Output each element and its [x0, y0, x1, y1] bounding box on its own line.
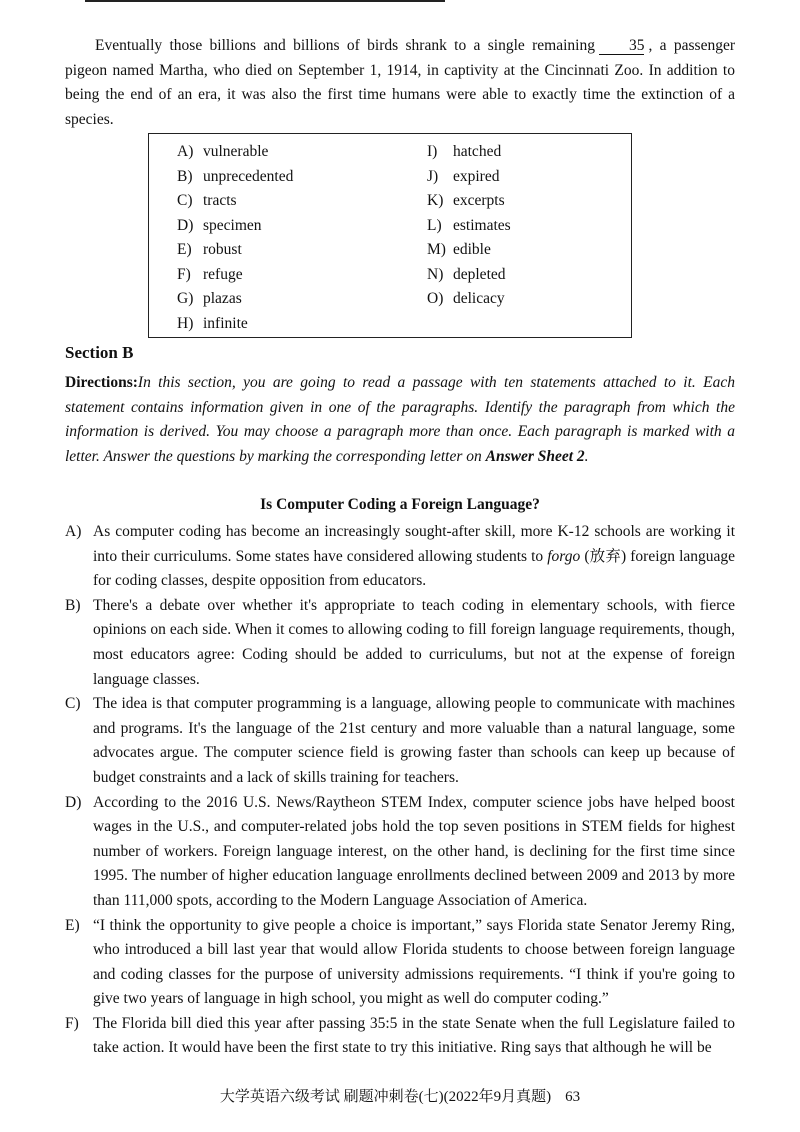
intro-text: Eventually those billions and billions of birds shrank to a single remaining — [95, 37, 595, 54]
option-word: vulnerable — [203, 143, 269, 160]
passage-paragraph — [65, 1012, 735, 1061]
directions-label: Directions: — [65, 374, 138, 391]
option-letter: J) — [427, 167, 439, 185]
section-heading: Section B — [65, 343, 134, 362]
word-option — [177, 165, 293, 190]
option-word: edible — [453, 241, 491, 258]
option-word: expired — [453, 167, 500, 185]
option-word: estimates — [453, 216, 511, 234]
option-letter: F) — [177, 265, 191, 283]
paragraph-text: The Florida bill died this year after passing 35:5 in the state Senate when the full Legislature failed to take action. It would have been the first state to try this initiative. Ring says that although he will be — [93, 1014, 735, 1057]
page-footer — [0, 1085, 800, 1106]
paragraph-text: As computer coding has become an increasingly sought-after skill, more K-12 schools are working it into their curriculums. Some states have considered allowing students to — [93, 523, 735, 565]
paragraph-list — [65, 520, 735, 1061]
directions-text — [65, 374, 735, 465]
option-letter: K) — [427, 192, 444, 209]
option-letter: A) — [177, 143, 194, 160]
word-option — [427, 140, 511, 165]
word-bank — [148, 133, 632, 338]
option-word: unprecedented — [203, 167, 294, 185]
option-letter: O) — [427, 290, 444, 307]
option-letter: M) — [427, 241, 446, 258]
option-letter: L) — [427, 216, 442, 234]
footer-title: 大学英语六级考试 刷题冲刺卷(七)(2022年9月真题) — [219, 1089, 552, 1105]
option-letter: C) — [177, 192, 193, 209]
word-option — [177, 312, 293, 337]
paragraph-letter: A) — [65, 523, 82, 540]
option-word: specimen — [203, 216, 262, 234]
paragraph-letter: D) — [65, 793, 82, 811]
word-option — [427, 263, 511, 288]
paragraph-text-end: (放弃) foreign language for coding classes, despite opposition from educators. — [93, 547, 736, 590]
word-option — [177, 189, 293, 214]
directions-body: In this section, you are going to read a passage with ten statements attached to it. Each statement contains information given in one of the paragraphs. Identify the paragraph from which the information is derived. You may choose a paragraph more than once. Each paragraph is marked with a letter. Answer the questions by marking the corresponding letter on — [65, 374, 735, 465]
passage-title: Is Computer Coding a Foreign Language? — [260, 496, 540, 513]
option-word: tracts — [203, 192, 237, 209]
directions — [65, 371, 735, 469]
word-option — [427, 189, 511, 214]
option-letter: E) — [177, 241, 192, 258]
paragraph-letter: C) — [65, 695, 81, 713]
passage-paragraph — [65, 914, 735, 1012]
passage-paragraph — [65, 692, 735, 790]
option-letter: I) — [427, 143, 438, 160]
paragraph-text: The idea is that computer programming is a language, allowing people to communicate with machines and programs. It's the language of the 21st century and more valuable than a natural language, some advocates argue. The computer science field is growing faster than schools can keep up because of budget constraints and a lack of skills training for teachers. — [93, 695, 735, 786]
option-word: depleted — [453, 265, 506, 283]
blank-35: 35 — [599, 38, 645, 55]
paragraph-letter: B) — [65, 596, 81, 614]
paragraph-text: There's a debate over whether it's appropriate to teach coding in elementary schools, with fierce opinions on each side. When it comes to allowing coding to fill foreign language requirements, though, most educators agree: Coding should be added to curriculums, but not at the expense of foreign language classes. — [93, 596, 735, 688]
answer-sheet: Answer Sheet 2 — [485, 447, 585, 465]
emphasized-word: forgo — [547, 547, 581, 565]
paragraph-text: “I think the opportunity to give people a choice is important,” says Florida state Senator Jeremy Ring, who introduced a bill last year that would allow Florida students to choose between foreign language and coding classes for the purpose of university admissions requirements. “I think if you're going to give two years of language in high school, you might as well do computer coding.” — [93, 916, 735, 1008]
paragraph-letter: F) — [65, 1014, 79, 1032]
word-option — [177, 140, 293, 165]
option-word: refuge — [203, 265, 243, 283]
option-letter: N) — [427, 265, 444, 283]
word-option — [427, 287, 511, 312]
option-letter: D) — [177, 216, 194, 234]
word-option — [177, 263, 293, 288]
word-option — [427, 165, 511, 190]
option-word: plazas — [203, 290, 242, 307]
option-letter: G) — [177, 290, 194, 307]
word-bank-right — [427, 140, 511, 312]
word-option — [177, 287, 293, 312]
intro-paragraph — [65, 34, 735, 132]
word-option — [427, 214, 511, 239]
page-number: 63 — [565, 1089, 581, 1105]
word-option — [177, 238, 293, 263]
option-letter: H) — [177, 314, 194, 332]
option-letter: B) — [177, 167, 193, 185]
word-bank-left — [177, 140, 293, 336]
passage-paragraph — [65, 791, 735, 914]
option-word: robust — [203, 241, 242, 258]
option-word: infinite — [203, 314, 248, 332]
intro-text-end: , a passenger pigeon named Martha, who died on September 1, 1914, in captivity at the Cincinnati Zoo. In addition to being the end of an era, it was also the first time humans were able to exactly time the extinction of a species. — [65, 37, 736, 128]
paragraph-text: According to the 2016 U.S. News/Raytheon STEM Index, computer science jobs have helped boost wages in the U.S., and computer-related jobs hold the top seven positions in STEM fields for highest number of workers. Foreign language interest, on the other hand, is declining for the first time since 1995. The number of higher education language enrollments declined between 2009 and 2013 by more than 111,000 spots, according to the Modern Language Association of America. — [93, 793, 735, 909]
top-rule — [85, 0, 445, 2]
word-option — [427, 238, 511, 263]
passage-paragraph — [65, 520, 735, 594]
option-word: excerpts — [453, 192, 505, 209]
word-option — [177, 214, 293, 239]
option-word: delicacy — [453, 290, 505, 307]
passage-paragraph — [65, 594, 735, 692]
option-word: hatched — [453, 143, 502, 160]
paragraph-letter: E) — [65, 916, 80, 934]
directions-end: . — [584, 447, 589, 465]
